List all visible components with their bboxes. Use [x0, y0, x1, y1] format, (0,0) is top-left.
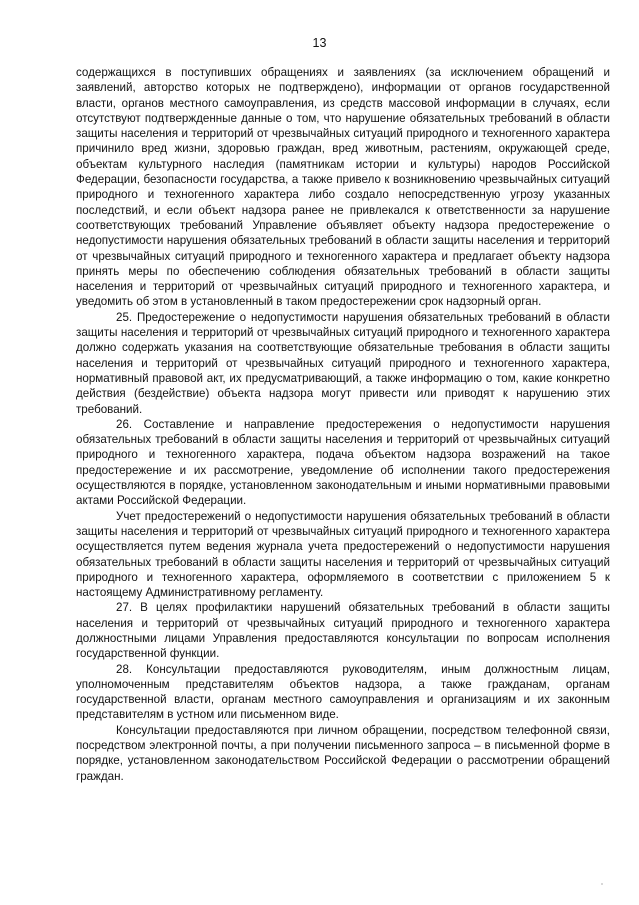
paragraph-25: 25. Предостережение о недопустимости нарушения обязательных требований в области защиты населения и территорий от чрезвычайных ситуаций природного и техногенного характера должно содержать указания на соответствующие обязательные требования в области защиты населения и территорий от чрезвычайных ситуаций природного и техногенного характера, нормативный правовой акт, их предусматривающий, а также информацию о том, какие конкретно действия (бездействие) объекта надзора могут привести или приводят к нарушению этих требований.: [76, 310, 610, 416]
page-number: 13: [312, 36, 327, 50]
paragraph-26: 26. Составление и направление предостережения о недопустимости нарушения обязательных требований в области защиты населения и территорий от чрезвычайных ситуаций природного и техногенного характера, подача объектом надзора возражений на такое предостережение и их рассмотрение, уведомление об исполнении такого предостережения осуществляются в порядке, установленном законодательным и иными нормативными правовыми актами Российской Федерации.: [76, 417, 610, 508]
document-body: [76, 65, 610, 784]
paragraph-27: 27. В целях профилактики нарушений обязательных требований в области защиты населения и территорий от чрезвычайных ситуаций природного и техногенного характера должностными лицами Управления предоставляются консультации по вопросам исполнения государственной функции.: [76, 601, 610, 661]
paragraph-26-accounting: Учет предостережений о недопустимости нарушения обязательных требований в области защиты населения и территорий от чрезвычайных ситуаций природного и техногенного характера осуществляется путем ведения журнала учета предостережений о недопустимости нарушения обязательных требований в области защиты населения и территорий от чрезвычайных ситуаций природного и техногенного характера, оформляемого в соответствии с приложением 5 к настоящему Административному регламенту.: [76, 509, 610, 600]
paragraph-28-consultations: Консультации предоставляются при личном обращении, посредством телефонной связи, посредством электронной почты, а при получении письменного запроса – в письменной форме в порядке, установленном законодательством Российской Федерации о рассмотрении обращений граждан.: [76, 723, 610, 783]
paragraph-28: 28. Консультации предоставляются руководителям, иным должностным лицам, уполномоченным представителям объектов надзора, а также гражданам, органам государственной власти, органам местного самоуправления и организациям и их законным представителям в устном или письменном виде.: [76, 662, 610, 722]
scan-artifact: [601, 883, 603, 885]
paragraph-continuation: содержащихся в поступивших обращениях и заявлениях (за исключением обращений и заявлений, авторство которых не подтверждено), информации от органов государственной власти, органов местного самоуправления, из средств массовой информации в случаях, если отсутствуют подтвержденные данные о том, что нарушение обязательных требований в области защиты населения и территорий от чрезвычайных ситуаций природного и техногенного характера причинило вред жизни, здоровью граждан, вред животным, растениям, окружающей среде, объектам культурного наследия (памятникам истории и культуры) народов Российской Федерации, безопасности государства, а также привело к возникновению чрезвычайных ситуаций природного и техногенного характера либо создало непосредственную угрозу указанных последствий, и если объект надзора ранее не привлекался к ответственности за нарушение соответствующих требований Управление объявляет объекту надзора предостережение о недопустимости нарушения обязательных требований в области защиты населения и территорий от чрезвычайных ситуаций природного и техногенного характера и предлагает объекту надзора принять меры по обеспечению соблюдения обязательных требований в области защиты населения и территорий от чрезвычайных ситуаций природного и техногенного характера, и уведомить об этом в установленный в таком предостережении срок надзорный орган.: [76, 66, 610, 309]
